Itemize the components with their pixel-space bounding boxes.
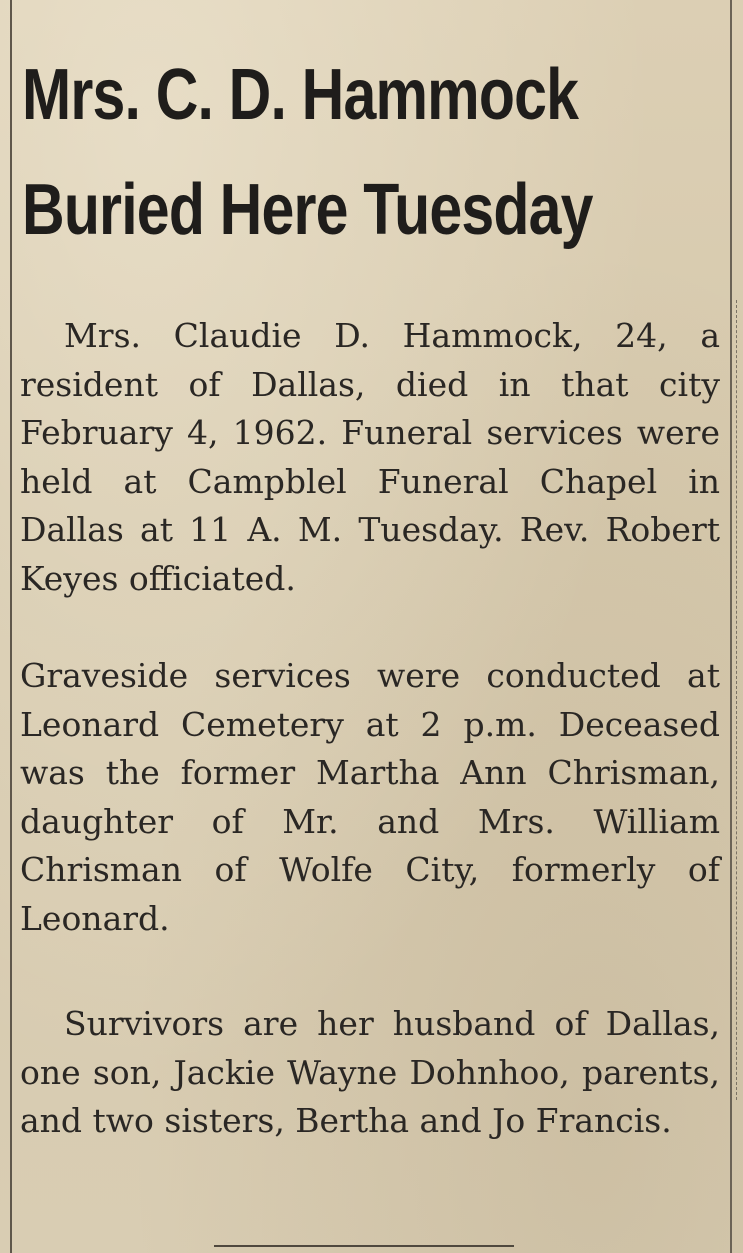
- column-rule-right-dashed: [736, 300, 738, 1100]
- headline-line-2: Buried Here Tuesday: [22, 170, 593, 250]
- headline-line-1: Mrs. C. D. Hammock: [22, 55, 579, 135]
- column-rule-left: [10, 0, 12, 1253]
- article-paragraph-3: Survivors are her husband of Dallas, one son, Jackie Wayne Dohnhoo, parents, and two sisters, Bertha and Jo Francis.: [20, 1004, 720, 1141]
- bottom-rule: [214, 1245, 514, 1247]
- article-paragraph-2: Graveside services were conducted at Leonard Cemetery at 2 p.m. Deceased was the former Martha Ann Chrisman, daughter of Mr. and Mrs. William Chrisman of Wolfe City, formerly of Leonard.: [20, 656, 720, 938]
- article-paragraph-1: Mrs. Claudie D. Hammock, 24, a resident of Dallas, died in that city February 4, 1962. Funeral services were held at Campblel Funeral Chapel in Dallas at 11 A. M. Tuesday. Rev. Robert Keyes officiated.: [20, 316, 720, 598]
- column-rule-right: [730, 0, 732, 1253]
